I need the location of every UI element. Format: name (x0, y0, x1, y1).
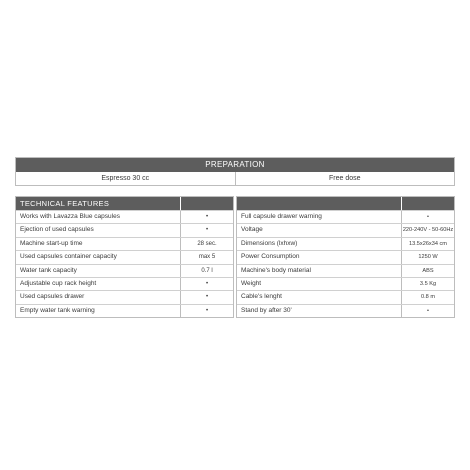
feature-value: 13.5x26x34 cm (401, 238, 454, 250)
feature-value: 0.7 l (180, 265, 233, 277)
technical-features-header (16, 197, 233, 210)
feature-label: Ejection of used capsules (20, 226, 94, 234)
feature-label: Used capsules drawer (20, 293, 85, 301)
table-row (237, 223, 454, 236)
feature-value: 220-240V - 50-60Hz (401, 224, 454, 236)
preparation-options-row (16, 172, 454, 185)
feature-label: Power Consumption (241, 253, 300, 261)
feature-value: ABS (401, 265, 454, 277)
table-row (16, 290, 233, 303)
feature-label: Dimensions (lxhxw) (241, 239, 298, 247)
feature-label: Works with Lavazza Blue capsules (20, 213, 120, 220)
table-row (16, 223, 233, 236)
feature-label: Machine start-up time (20, 239, 83, 247)
feature-label: Voltage (241, 226, 263, 234)
technical-features-right-rows (237, 210, 454, 317)
technical-features-table-left (15, 196, 234, 318)
feature-value: • (180, 291, 233, 303)
feature-value: 28 sec. (180, 238, 233, 250)
feature-label: Machine's body material (241, 266, 311, 274)
feature-value: 0.8 m (401, 291, 454, 303)
feature-label: Adjustable cup rack height (20, 279, 97, 287)
feature-label: Empty water tank warning (20, 306, 95, 314)
table-row (237, 250, 454, 263)
feature-value: • (180, 224, 233, 236)
feature-value: • (180, 305, 233, 317)
table-row (237, 304, 454, 317)
feature-value: • (401, 305, 454, 317)
preparation-option-free-dose: Free dose (235, 172, 455, 185)
table-row (16, 210, 233, 223)
feature-label: Water tank capacity (20, 266, 77, 274)
feature-label: Full capsule drawer warning (241, 213, 322, 220)
technical-features-table-right (236, 196, 455, 318)
table-row (237, 210, 454, 223)
table-row (237, 237, 454, 250)
preparation-header: PREPARATION (16, 158, 454, 172)
feature-label: Weight (241, 279, 262, 287)
feature-value: • (180, 278, 233, 290)
technical-features-title: TECHNICAL FEATURES (16, 197, 180, 210)
feature-value: 3.5 Kg (401, 278, 454, 290)
feature-value: max 5 (180, 251, 233, 263)
feature-value: • (401, 211, 454, 223)
table-row (16, 250, 233, 263)
feature-label: Cable's lenght (241, 293, 282, 301)
table-row (237, 264, 454, 277)
table-row (16, 237, 233, 250)
technical-features-header-right (237, 197, 454, 210)
table-row (237, 290, 454, 303)
preparation-table (15, 157, 455, 186)
feature-value: • (180, 211, 233, 223)
feature-value: 1250 W (401, 251, 454, 263)
table-row (16, 304, 233, 317)
table-row (16, 264, 233, 277)
feature-label: Used capsules container capacity (20, 253, 117, 261)
table-row (237, 277, 454, 290)
preparation-option-espresso: Espresso 30 cc (101, 175, 150, 182)
technical-features-left-rows (16, 210, 233, 317)
table-row (16, 277, 233, 290)
feature-label: Stand by after 30' (241, 306, 292, 314)
